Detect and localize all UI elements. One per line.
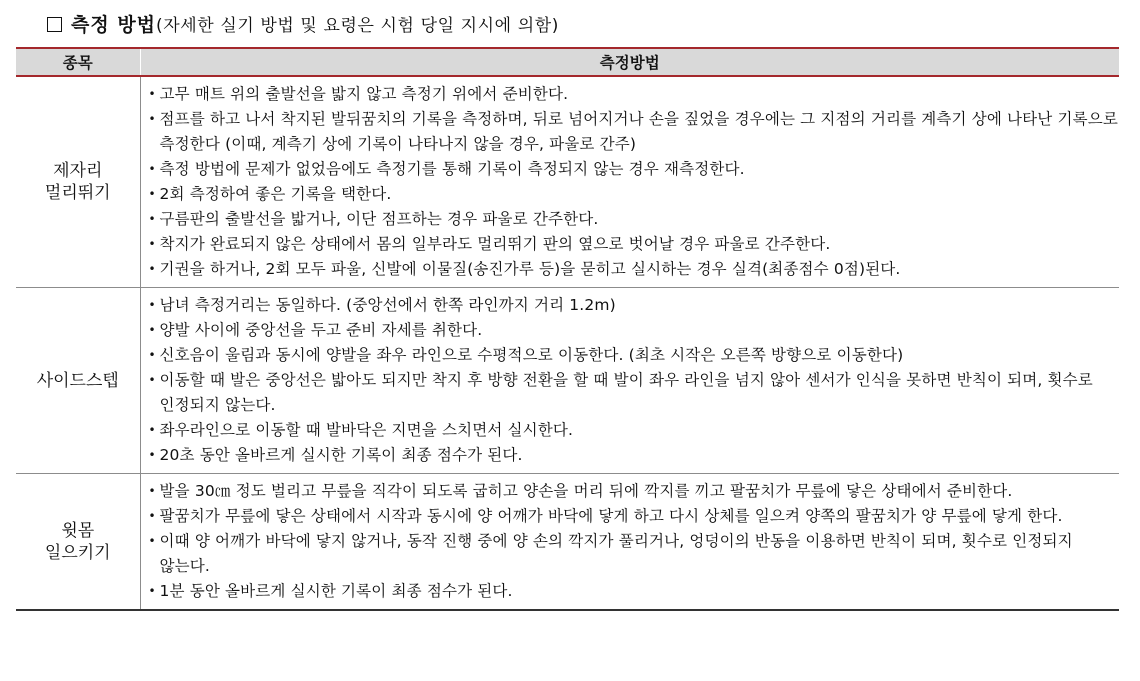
- list-item: • 이때 양 어깨가 바닥에 닿지 않거나, 동작 진행 중에 양 손의 깍지가 풀리거나, 엉덩이의 반동을 이용하면 반칙이 되며, 횟수로 인정되지 않는다.: [145, 529, 1120, 579]
- list-item: • 20초 동안 올바르게 실시한 기록이 최종 점수가 된다.: [145, 443, 1120, 468]
- section-title: 측정 방법: [71, 14, 157, 36]
- list-item: • 팔꿈치가 무릎에 닿은 상태에서 시작과 동시에 양 어깨가 바닥에 닿게 하고 다시 상체를 일으켜 양쪽의 팔꿈치가 양 무릎에 닿게 한다.: [145, 504, 1120, 529]
- list-item: • 구름판의 출발선을 밟거나, 이단 점프하는 경우 파울로 간주한다.: [145, 207, 1120, 232]
- method-cell: [140, 288, 1119, 474]
- event-name-line: 제자리: [53, 161, 103, 181]
- list-item: • 양발 사이에 중앙선을 두고 준비 자세를 취한다.: [145, 318, 1120, 343]
- list-item: • 점프를 하고 나서 착지된 발뒤꿈치의 기록을 측정하며, 뒤로 넘어지거나 손을 짚었을 경우에는 그 지점의 거리를 계측기 상에 나타난 기록으로 측정한다 (이때, 계측기 상에 기록이 나타나지 않을 경우, 파울로 간주): [145, 107, 1120, 157]
- checkbox-square-icon: [47, 17, 62, 32]
- event-name-line: 일으키기: [44, 542, 111, 563]
- list-item: • 측정 방법에 문제가 없었음에도 측정기를 통해 기록이 측정되지 않는 경우 재측정한다.: [145, 157, 1120, 182]
- table-header-row: [16, 48, 1119, 76]
- method-cell: [140, 474, 1119, 611]
- method-list: [145, 479, 1120, 604]
- list-item: • 2회 측정하여 좋은 기록을 택한다.: [145, 182, 1120, 207]
- table-row-sit-ups: [16, 474, 1119, 611]
- section-note: (자세한 실기 방법 및 요령은 시험 당일 지시에 의함): [156, 16, 559, 36]
- list-item: • 남녀 측정거리는 동일하다. (중앙선에서 한쪽 라인까지 거리 1.2m): [145, 293, 1120, 318]
- list-item: • 기권을 하거나, 2회 모두 파울, 신발에 이물질(송진가루 등)을 묻히고 실시하는 경우 실격(최종점수 0점)된다.: [145, 257, 1120, 282]
- list-item: • 착지가 완료되지 않은 상태에서 몸의 일부라도 멀리뛰기 판의 옆으로 벗어날 경우 파울로 간주한다.: [145, 232, 1120, 257]
- method-list: [145, 82, 1120, 282]
- method-list: [145, 293, 1120, 468]
- header-method: 측정방법: [140, 48, 1119, 76]
- list-item: • 이동할 때 발은 중앙선은 밟아도 되지만 착지 후 방향 전환을 할 때 발이 좌우 라인을 넘지 않아 센서가 인식을 못하면 반칙이 되며, 횟수로 인정되지 않는다.: [145, 368, 1120, 418]
- measurement-table: [16, 47, 1119, 611]
- table-row-standing-long-jump: [16, 76, 1119, 288]
- list-item: • 좌우라인으로 이동할 때 발바닥은 지면을 스치면서 실시한다.: [145, 418, 1120, 443]
- list-item: • 1분 동안 올바르게 실시한 기록이 최종 점수가 된다.: [145, 579, 1120, 604]
- section-heading: [47, 10, 559, 40]
- event-name-line: 멀리뛰기: [44, 183, 111, 203]
- method-cell: [140, 76, 1119, 288]
- list-item: • 발을 30㎝ 정도 벌리고 무릎을 직각이 되도록 굽히고 양손을 머리 뒤에 깍지를 끼고 팔꿈치가 무릎에 닿은 상태에서 준비한다.: [145, 479, 1120, 504]
- table-row-side-step: [16, 288, 1119, 474]
- event-cell: [16, 288, 140, 474]
- list-item: • 고무 매트 위의 출발선을 밟지 않고 측정기 위에서 준비한다.: [145, 82, 1120, 107]
- list-item: • 신호음이 울림과 동시에 양발을 좌우 라인으로 수평적으로 이동한다. (최초 시작은 오른쪽 방향으로 이동한다): [145, 343, 1120, 368]
- header-event: 종목: [16, 48, 140, 76]
- event-name-line: 윗몸: [61, 520, 95, 541]
- event-cell: [16, 76, 140, 288]
- event-name-line: 사이드스텝: [36, 370, 119, 391]
- event-cell: [16, 474, 140, 611]
